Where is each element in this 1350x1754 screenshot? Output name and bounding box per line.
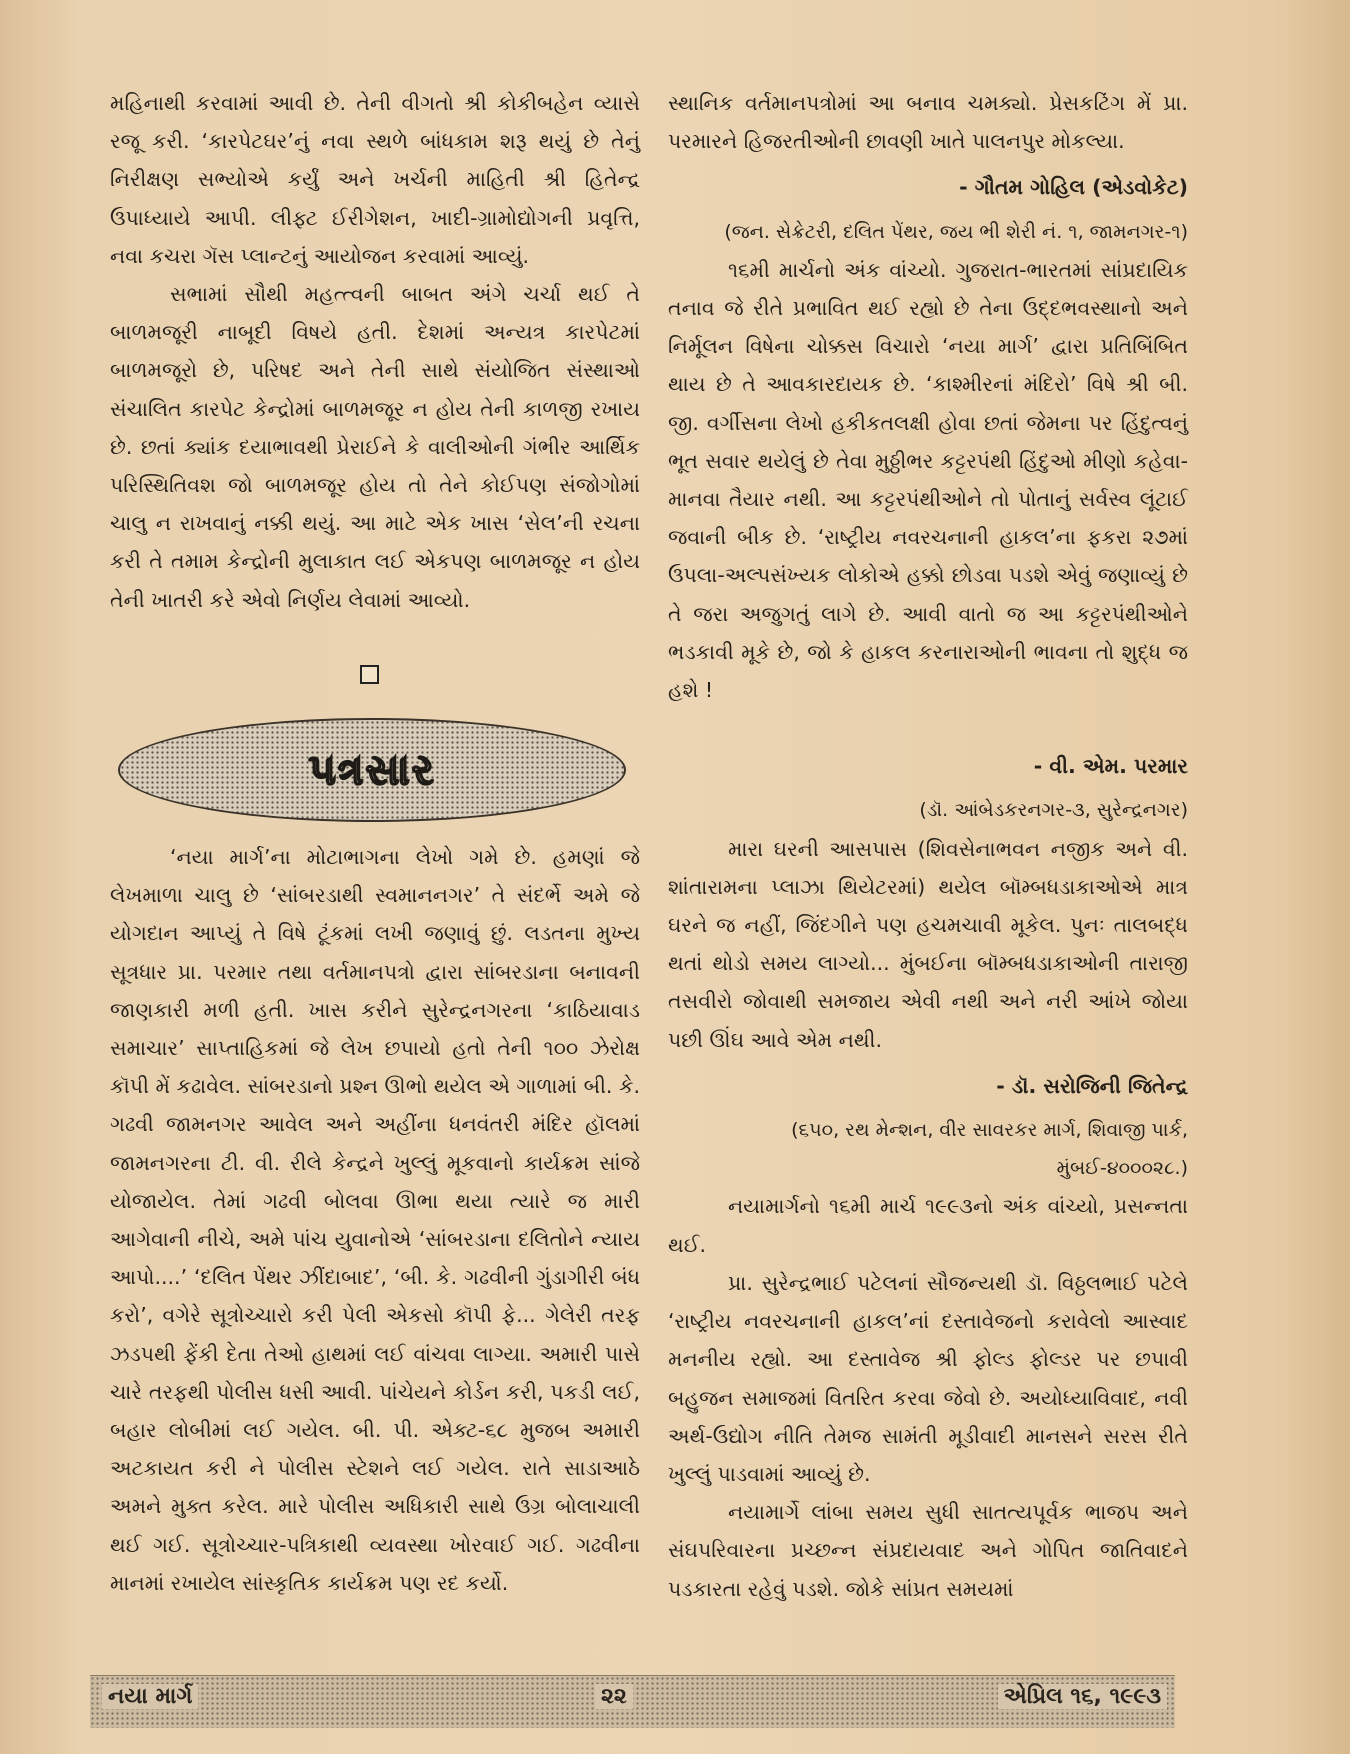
signature-vm-parmar: - વી. એમ. પરમાર [1033, 754, 1188, 779]
section-title-oval [118, 718, 626, 822]
left-paragraph-1: મહિનાથી કરવામાં આવી છે. તેની વીગતો શ્રી કોકીબહેન વ્યાસે રજૂ કરી. ‘કારપેટઘર’નું નવા સ્થળે બાંધકામ શરૂ થયું છે તેનું નિરીક્ષણ સભ્યોએ કર્યું અને ખર્ચની માહિતી શ્રી હિતેન્દ્ર ઉપાધ્યાયે આપી. લીફ્ટ ઈરીગેશન, ખાદી-ગ્રામોદ્યોગની પ્રવૃત્તિ, નવા કચરા ગૅસ પ્લાન્ટનું આયોજન કરવામાં આવ્યું. [110, 91, 640, 268]
page-footer [90, 1675, 1175, 1728]
left-letter-1: ‘નયા માર્ગ’ના મોટાભાગના લેખો ગમે છે. હમણાં જે લેખમાળા ચાલુ છે ‘સાંબરડાથી સ્વમાનનગર’ તે સંદર્ભે અમે જે યોગદાન આપ્યું તે વિષે ટૂંકમાં લખી જણાવું છું. લડતના મુખ્ય સૂત્રધાર પ્રા. પરમાર તથા વર્તમાનપત્રો દ્વારા સાંબરડાના બનાવની જાણકારી મળી હતી. ખાસ કરીને સુરેન્દ્રનગરના ‘કાઠિયાવાડ સમાચાર’ સાપ્તાહિકમાં જે લેખ છપાયો હતો તેની ૧૦૦ ઝેરોક્ષ કૉપી મેં કઢાવેલ. સાંબરડાનો પ્રશ્ન ઊભો થયેલ એ ગાળામાં બી. કે. ગઢવી જામનગર આવેલ અને અહીંના ધનવંતરી મંદિર હૉલમાં જામનગરના ટી. વી. રીલે કેન્દ્રને ખુલ્લું મૂકવાનો કાર્યક્રમ સાંજે યોજાયેલ. તેમાં ગઢવી બોલવા ઊભા થયા ત્યારે જ મારી આગેવાની નીચે, અમે પાંચ યુવાનોએ ‘સાંબરડાના દલિતોને ન્યાય આપો....’ ‘દલિત પેંથર ઝીંદાબાદ’, ‘બી. કે. ગઢવીની ગુંડાગીરી બંધ કરો’, વગેરે સૂત્રોચ્ચારો કરી પેલી એકસો કૉપી ફે... ગેલેરી તરફ ઝડપથી ફેંકી દેતા તેઓ હાથમાં લઈ વાંચવા લાગ્યા. અમારી પાસે ચારે તરફથી પોલીસ ધસી આવી. પાંચેયને કોર્ડન કરી, પકડી લઈ, બહાર લોબીમાં લઈ ગયેલ. બી. પી. એક્ટ-૬૮ મુજબ અમારી અટકાયત કરી ને પોલીસ સ્ટેશને લઈ ગયેલ. રાતે સાડાઆઠે અમને મુક્ત કરેલ. મારે પોલીસ અધિકારી સાથે ઉગ્ર બોલાચાલી થઈ ગઈ. સૂત્રોચ્ચાર-પત્રિકાથી વ્યવસ્થા ખોરવાઈ ગઈ. ગઢવીના માનમાં રખાયેલ સાંસ્કૃતિક કાર્યક્રમ પણ રદ કર્યો. [110, 845, 640, 1595]
address-3: (૬૫૦, રથ મેન્શન, વીર સાવરકર માર્ગ, શિવાજી પાર્ક, મુંબઈ-૪૦૦૦૨૮.) [791, 1119, 1188, 1180]
right-letter-3: મારા ઘરની આસપાસ (શિવસેનાભવન નજીક અને વી. શાંતારામના પ્લાઝા થિયેટરમાં) થયેલ બૉમ્બધડાકાઓએ માત્ર ઘરને જ નહીં, જિંદગીને પણ હચમચાવી મૂકેલ. પુનઃ તાલબદ્ધ થતાં થોડો સમય લાગ્યો... મુંબઈના બૉમ્બધડાકાઓની તારાજી તસવીરો જોવાથી સમજાય એવી નથી અને નરી આંખે જોયા પછી ઊંઘ આવે એમ નથી. [668, 836, 1188, 1052]
right-paragraph-1: સ્થાનિક વર્તમાનપત્રોમાં આ બનાવ ચમક્યો. પ્રેસકટિંગ મેં પ્રા. પરમારને હિજરતીઓની છાવણી ખાતે પાલનપુર મોકલ્યા. [668, 91, 1188, 154]
right-letter-4: નયામાર્ગનો ૧૬મી માર્ચ ૧૯૯૩નો અંક વાંચ્યો, પ્રસન્નતા થઈ. [668, 1194, 1188, 1257]
left-column [110, 84, 640, 619]
right-column [668, 84, 1188, 1608]
right-letter-5: પ્રા. સુરેન્દ્રભાઈ પટેલનાં સૌજન્યથી ડૉ. વિઠ્ઠલભાઈ પટેલે ‘રાષ્ટ્રીય નવરચનાની હાકલ’નાં દસ્તાવેજનો કરાવેલો આસ્વાદ મનનીય રહ્યો. આ દસ્તાવેજ શ્રી ફોલ્ડ ફોલ્ડર પર છપાવી બહુજન સમાજમાં વિતરિત કરવા જેવો છે. અયોધ્યાવિવાદ, નવી અર્થ-ઉદ્યોગ નીતિ તેમજ સામંતી મૂડીવાદી માનસને સરસ રીતે ખુલ્લું પાડવામાં આવ્યું છે. [668, 1270, 1188, 1486]
address-1: (જન. સેક્રેટરી, દલિત પેંથર, જય ભી શેરી નં. ૧, જામનગર-૧) [724, 220, 1188, 243]
footer-date: એપ્રિલ ૧૬, ૧૯૯૩ [998, 1684, 1167, 1709]
signature-gautam-gohil: - ગૌતમ ગોહિલ (એડવોકેટ) [959, 175, 1188, 200]
address-2: (ડૉ. આંબેડકરનગર-૩, સુરેન્દ્રનગર) [919, 799, 1188, 822]
left-paragraph-2: સભામાં સૌથી મહત્ત્વની બાબત અંગે ચર્ચા થઈ તે બાળમજૂરી નાબૂદી વિષયે હતી. દેશમાં અન્યત્ર કારપેટમાં બાળમજૂરો છે, પરિષદ અને તેની સાથે સંયોજિત સંસ્થાઓ સંચાલિત કારપેટ કેન્દ્રોમાં બાળમજૂર ન હોય તેની કાળજી રખાય છે. છતાં ક્યાંક દયાભાવથી પ્રેરાઈને કે વાલીઓની ગંભીર આર્થિક પરિસ્થિતિવશ જો બાળમજૂર હોય તો તેને કોઈપણ સંજોગોમાં ચાલુ ન રાખવાનું નક્કી થયું. આ માટે એક ખાસ ‘સેલ’ની રચના કરી તે તમામ કેન્દ્રોની મુલાકાત લઈ એકપણ બાળમજૂર ન હોય તેની ખાતરી કરે એવો નિર્ણય લેવામાં આવ્યો. [110, 282, 640, 612]
footer-page-number: ૨૨ [595, 1684, 633, 1709]
footer-publication: નયા માર્ગ [102, 1684, 198, 1709]
right-letter-6: નયામાર્ગે લાંબા સમય સુધી સાતત્યપૂર્વક ભાજપ અને સંઘપરિવારના પ્રચ્છન્ન સંપ્રદાયવાદ અને ગોપિત જાતિવાદને પડકારતા રહેવું પડશે. જોકે સાંપ્રત સમયમાં [668, 1500, 1188, 1601]
section-title: પત્રસાર [308, 745, 436, 794]
right-letter-2: ૧૬મી માર્ચનો અંક વાંચ્યો. ગુજરાત-ભારતમાં સાંપ્રદાયિક તનાવ જે રીતે પ્રભાવિત થઈ રહ્યો છે તેના ઉદ્દભવસ્થાનો અને નિર્મૂલન વિષેના ચોક્કસ વિચારો ‘નયા માર્ગ’ દ્વારા પ્રતિબિંબિત થાય છે તે આવકારદાયક છે. ‘કાશ્મીરનાં મંદિરો’ વિષે શ્રી બી. જી. વર્ગીસના લેખો હકીકતલક્ષી હોવા છતાં જેમના પર હિંદુત્વનું ભૂત સવાર થયેલું છે તેવા મુઠ્ઠીભર કટ્ટરપંથી હિંદુઓ મીણો કહેવા-માનવા તૈયાર નથી. આ કટ્ટરપંથીઓને તો પોતાનું સર્વસ્વ લૂંટાઈ જવાની બીક છે. ‘રાષ્ટ્રીય નવરચનાની હાકલ’ના ફકરા ૨૭માં ઉપલા-અલ્પસંખ્યક લોકોએ હક્કો છોડવા પડશે એવું જણાવ્યું છે તે જરા અજુગતું લાગે છે. આવી વાતો જ આ કટ્ટરપંથીઓને ભડકાવી મૂકે છે, જો કે હાકલ કરનારાઓની ભાવના તો શુદ્ધ જ હશે ! [668, 257, 1188, 703]
left-column-letters [110, 838, 640, 1602]
signature-sarojini-jitendra: - ડૉ. સરોજિની જિતેન્દ્ર [996, 1073, 1188, 1098]
section-end-square-icon [360, 665, 379, 684]
